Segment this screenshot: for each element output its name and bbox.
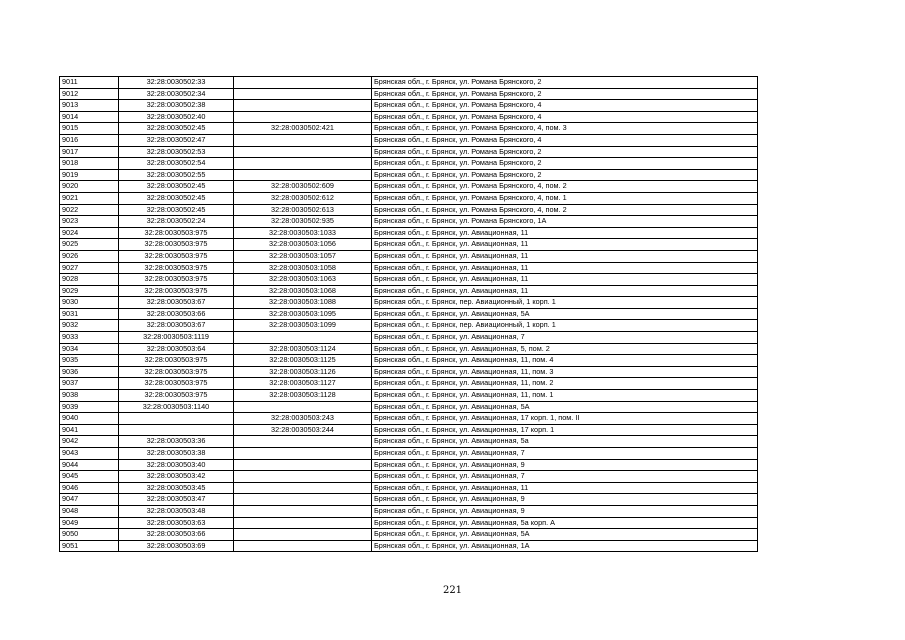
cadastral-number-cell: 32:28:0030502:24 bbox=[119, 216, 234, 228]
row-number-cell: 9035 bbox=[60, 355, 119, 367]
table-row bbox=[60, 390, 758, 402]
table-row bbox=[60, 262, 758, 274]
sub-cadastral-number-cell bbox=[234, 459, 372, 471]
address-cell: Брянская обл., г. Брянск, ул. Авиационная, 5А bbox=[372, 401, 758, 413]
table-row bbox=[60, 181, 758, 193]
sub-cadastral-number-cell: 32:28:0030503:1099 bbox=[234, 320, 372, 332]
row-number-cell: 9017 bbox=[60, 146, 119, 158]
sub-cadastral-number-cell: 32:28:0030503:1127 bbox=[234, 378, 372, 390]
cadastral-number-cell: 32:28:0030503:47 bbox=[119, 494, 234, 506]
sub-cadastral-number-cell bbox=[234, 134, 372, 146]
table-row bbox=[60, 413, 758, 425]
sub-cadastral-number-cell bbox=[234, 494, 372, 506]
cadastral-number-cell: 32:28:0030503:1140 bbox=[119, 401, 234, 413]
sub-cadastral-number-cell: 32:28:0030503:1056 bbox=[234, 239, 372, 251]
row-number-cell: 9044 bbox=[60, 459, 119, 471]
address-cell: Брянская обл., г. Брянск, ул. Романа Брянского, 1А bbox=[372, 216, 758, 228]
cadastral-number-cell: 32:28:0030502:38 bbox=[119, 100, 234, 112]
address-cell: Брянская обл., г. Брянск, ул. Авиационная, 11, пом. 2 bbox=[372, 378, 758, 390]
table-row bbox=[60, 274, 758, 286]
cadastral-number-cell: 32:28:0030502:45 bbox=[119, 123, 234, 135]
sub-cadastral-number-cell bbox=[234, 146, 372, 158]
row-number-cell: 9030 bbox=[60, 297, 119, 309]
address-cell: Брянская обл., г. Брянск, ул. Романа Брянского, 2 bbox=[372, 158, 758, 170]
address-cell: Брянская обл., г. Брянск, ул. Авиационная, 5А bbox=[372, 308, 758, 320]
address-cell: Брянская обл., г. Брянск, ул. Авиационная, 11 bbox=[372, 239, 758, 251]
row-number-cell: 9023 bbox=[60, 216, 119, 228]
table-row bbox=[60, 517, 758, 529]
table-row bbox=[60, 355, 758, 367]
cadastral-number-cell: 32:28:0030503:975 bbox=[119, 355, 234, 367]
row-number-cell: 9047 bbox=[60, 494, 119, 506]
table-row bbox=[60, 436, 758, 448]
table-row bbox=[60, 88, 758, 100]
sub-cadastral-number-cell: 32:28:0030502:935 bbox=[234, 216, 372, 228]
sub-cadastral-number-cell: 32:28:0030503:1068 bbox=[234, 285, 372, 297]
row-number-cell: 9013 bbox=[60, 100, 119, 112]
table-row bbox=[60, 123, 758, 135]
table-row bbox=[60, 343, 758, 355]
cadastral-number-cell: 32:28:0030503:45 bbox=[119, 482, 234, 494]
sub-cadastral-number-cell: 32:28:0030503:1128 bbox=[234, 390, 372, 402]
address-cell: Брянская обл., г. Брянск, ул. Романа Брянского, 2 bbox=[372, 169, 758, 181]
sub-cadastral-number-cell: 32:28:0030503:1033 bbox=[234, 227, 372, 239]
table-row bbox=[60, 227, 758, 239]
cadastral-number-cell: 32:28:0030502:53 bbox=[119, 146, 234, 158]
row-number-cell: 9018 bbox=[60, 158, 119, 170]
row-number-cell: 9046 bbox=[60, 482, 119, 494]
cadastral-number-cell: 32:28:0030502:45 bbox=[119, 192, 234, 204]
table-row bbox=[60, 332, 758, 344]
cadastral-number-cell: 32:28:0030503:975 bbox=[119, 378, 234, 390]
sub-cadastral-number-cell: 32:28:0030503:244 bbox=[234, 424, 372, 436]
sub-cadastral-number-cell bbox=[234, 100, 372, 112]
cadastral-number-cell: 32:28:0030503:975 bbox=[119, 285, 234, 297]
row-number-cell: 9012 bbox=[60, 88, 119, 100]
table-row bbox=[60, 146, 758, 158]
sub-cadastral-number-cell: 32:28:0030503:1095 bbox=[234, 308, 372, 320]
sub-cadastral-number-cell: 32:28:0030503:1126 bbox=[234, 366, 372, 378]
row-number-cell: 9014 bbox=[60, 111, 119, 123]
sub-cadastral-number-cell: 32:28:0030502:421 bbox=[234, 123, 372, 135]
cadastral-number-cell: 32:28:0030503:48 bbox=[119, 505, 234, 517]
sub-cadastral-number-cell bbox=[234, 77, 372, 89]
address-cell: Брянская обл., г. Брянск, ул. Авиационная, 7 bbox=[372, 448, 758, 460]
sub-cadastral-number-cell bbox=[234, 540, 372, 552]
table-row bbox=[60, 100, 758, 112]
row-number-cell: 9022 bbox=[60, 204, 119, 216]
sub-cadastral-number-cell: 32:28:0030503:1058 bbox=[234, 262, 372, 274]
row-number-cell: 9043 bbox=[60, 448, 119, 460]
sub-cadastral-number-cell bbox=[234, 505, 372, 517]
address-cell: Брянская обл., г. Брянск, ул. Авиационная, 11, пом. 1 bbox=[372, 390, 758, 402]
table-row bbox=[60, 529, 758, 541]
cadastral-number-cell: 32:28:0030503:1119 bbox=[119, 332, 234, 344]
address-cell: Брянская обл., г. Брянск, ул. Авиационная, 11 bbox=[372, 285, 758, 297]
cadastral-number-cell bbox=[119, 413, 234, 425]
cadastral-number-cell: 32:28:0030503:66 bbox=[119, 529, 234, 541]
sub-cadastral-number-cell bbox=[234, 517, 372, 529]
sub-cadastral-number-cell bbox=[234, 401, 372, 413]
row-number-cell: 9040 bbox=[60, 413, 119, 425]
page-number: 221 bbox=[442, 585, 463, 596]
address-cell: Брянская обл., г. Брянск, ул. Авиационная, 5А bbox=[372, 529, 758, 541]
row-number-cell: 9028 bbox=[60, 274, 119, 286]
cadastral-number-cell: 32:28:0030502:33 bbox=[119, 77, 234, 89]
cadastral-number-cell: 32:28:0030503:975 bbox=[119, 366, 234, 378]
row-number-cell: 9015 bbox=[60, 123, 119, 135]
cadastral-number-cell: 32:28:0030503:42 bbox=[119, 471, 234, 483]
sub-cadastral-number-cell bbox=[234, 471, 372, 483]
cadastral-number-cell: 32:28:0030503:36 bbox=[119, 436, 234, 448]
address-cell: Брянская обл., г. Брянск, ул. Романа Брянского, 4 bbox=[372, 100, 758, 112]
cadastral-number-cell: 32:28:0030503:40 bbox=[119, 459, 234, 471]
address-cell: Брянская обл., г. Брянск, ул. Авиационная, 11 bbox=[372, 482, 758, 494]
sub-cadastral-number-cell bbox=[234, 158, 372, 170]
sub-cadastral-number-cell: 32:28:0030502:612 bbox=[234, 192, 372, 204]
row-number-cell: 9038 bbox=[60, 390, 119, 402]
cadastral-number-cell: 32:28:0030502:45 bbox=[119, 204, 234, 216]
table-row bbox=[60, 308, 758, 320]
row-number-cell: 9051 bbox=[60, 540, 119, 552]
address-cell: Брянская обл., г. Брянск, ул. Авиационная, 5, пом. 2 bbox=[372, 343, 758, 355]
sub-cadastral-number-cell bbox=[234, 482, 372, 494]
sub-cadastral-number-cell bbox=[234, 169, 372, 181]
table-row bbox=[60, 320, 758, 332]
row-number-cell: 9031 bbox=[60, 308, 119, 320]
address-cell: Брянская обл., г. Брянск, ул. Авиационная, 5а корп. А bbox=[372, 517, 758, 529]
table-row bbox=[60, 459, 758, 471]
table-row bbox=[60, 216, 758, 228]
address-cell: Брянская обл., г. Брянск, ул. Авиационная, 9 bbox=[372, 459, 758, 471]
cadastral-number-cell: 32:28:0030503:975 bbox=[119, 390, 234, 402]
table-row bbox=[60, 285, 758, 297]
row-number-cell: 9020 bbox=[60, 181, 119, 193]
address-cell: Брянская обл., г. Брянск, ул. Романа Брянского, 4 bbox=[372, 134, 758, 146]
cadastral-number-cell: 32:28:0030503:63 bbox=[119, 517, 234, 529]
address-cell: Брянская обл., г. Брянск, ул. Романа Брянского, 2 bbox=[372, 77, 758, 89]
table-row bbox=[60, 378, 758, 390]
cadastral-number-cell: 32:28:0030502:55 bbox=[119, 169, 234, 181]
table-row bbox=[60, 158, 758, 170]
cadastral-number-cell: 32:28:0030502:45 bbox=[119, 181, 234, 193]
table-row bbox=[60, 77, 758, 89]
address-cell: Брянская обл., г. Брянск, ул. Романа Брянского, 2 bbox=[372, 88, 758, 100]
sub-cadastral-number-cell: 32:28:0030503:1063 bbox=[234, 274, 372, 286]
row-number-cell: 9048 bbox=[60, 505, 119, 517]
address-cell: Брянская обл., г. Брянск, ул. Авиационная, 9 bbox=[372, 505, 758, 517]
address-cell: Брянская обл., г. Брянск, ул. Романа Брянского, 4, пом. 2 bbox=[372, 204, 758, 216]
address-cell: Брянская обл., г. Брянск, ул. Авиационная, 11 bbox=[372, 274, 758, 286]
sub-cadastral-number-cell: 32:28:0030503:1124 bbox=[234, 343, 372, 355]
sub-cadastral-number-cell bbox=[234, 436, 372, 448]
cadastral-number-cell: 32:28:0030503:975 bbox=[119, 227, 234, 239]
address-cell: Брянская обл., г. Брянск, ул. Авиационная, 7 bbox=[372, 471, 758, 483]
address-cell: Брянская обл., г. Брянск, ул. Романа Брянского, 4, пом. 3 bbox=[372, 123, 758, 135]
cadastral-number-cell: 32:28:0030503:64 bbox=[119, 343, 234, 355]
sub-cadastral-number-cell bbox=[234, 332, 372, 344]
row-number-cell: 9011 bbox=[60, 77, 119, 89]
address-cell: Брянская обл., г. Брянск, ул. Романа Брянского, 2 bbox=[372, 146, 758, 158]
row-number-cell: 9045 bbox=[60, 471, 119, 483]
cadastral-number-cell: 32:28:0030503:67 bbox=[119, 320, 234, 332]
table-row bbox=[60, 401, 758, 413]
cadastral-number-cell: 32:28:0030503:975 bbox=[119, 239, 234, 251]
registry-table bbox=[59, 76, 758, 552]
address-cell: Брянская обл., г. Брянск, пер. Авиационный, 1 корп. 1 bbox=[372, 297, 758, 309]
row-number-cell: 9041 bbox=[60, 424, 119, 436]
sub-cadastral-number-cell: 32:28:0030502:613 bbox=[234, 204, 372, 216]
address-cell: Брянская обл., г. Брянск, ул. Авиационная, 5а bbox=[372, 436, 758, 448]
cadastral-number-cell: 32:28:0030503:66 bbox=[119, 308, 234, 320]
cadastral-number-cell: 32:28:0030502:34 bbox=[119, 88, 234, 100]
table-row bbox=[60, 239, 758, 251]
table-row bbox=[60, 505, 758, 517]
address-cell: Брянская обл., г. Брянск, ул. Авиационная, 17 корп. 1, пом. II bbox=[372, 413, 758, 425]
sub-cadastral-number-cell: 32:28:0030503:1057 bbox=[234, 250, 372, 262]
address-cell: Брянская обл., г. Брянск, ул. Авиационная, 11, пом. 3 bbox=[372, 366, 758, 378]
address-cell: Брянская обл., г. Брянск, ул. Авиационная, 11 bbox=[372, 262, 758, 274]
row-number-cell: 9036 bbox=[60, 366, 119, 378]
row-number-cell: 9034 bbox=[60, 343, 119, 355]
row-number-cell: 9050 bbox=[60, 529, 119, 541]
address-cell: Брянская обл., г. Брянск, ул. Авиационная, 17 корп. 1 bbox=[372, 424, 758, 436]
cadastral-number-cell: 32:28:0030503:38 bbox=[119, 448, 234, 460]
row-number-cell: 9026 bbox=[60, 250, 119, 262]
row-number-cell: 9032 bbox=[60, 320, 119, 332]
table-row bbox=[60, 448, 758, 460]
row-number-cell: 9039 bbox=[60, 401, 119, 413]
cadastral-number-cell: 32:28:0030503:67 bbox=[119, 297, 234, 309]
row-number-cell: 9042 bbox=[60, 436, 119, 448]
row-number-cell: 9027 bbox=[60, 262, 119, 274]
row-number-cell: 9029 bbox=[60, 285, 119, 297]
row-number-cell: 9019 bbox=[60, 169, 119, 181]
cadastral-number-cell: 32:28:0030503:69 bbox=[119, 540, 234, 552]
address-cell: Брянская обл., г. Брянск, ул. Авиационная, 1А bbox=[372, 540, 758, 552]
sub-cadastral-number-cell: 32:28:0030502:609 bbox=[234, 181, 372, 193]
address-cell: Брянская обл., г. Брянск, пер. Авиационный, 1 корп. 1 bbox=[372, 320, 758, 332]
table-row bbox=[60, 482, 758, 494]
row-number-cell: 9021 bbox=[60, 192, 119, 204]
address-cell: Брянская обл., г. Брянск, ул. Авиационная, 11, пом. 4 bbox=[372, 355, 758, 367]
address-cell: Брянская обл., г. Брянск, ул. Авиационная, 11 bbox=[372, 250, 758, 262]
address-cell: Брянская обл., г. Брянск, ул. Романа Брянского, 4, пом. 1 bbox=[372, 192, 758, 204]
table-row bbox=[60, 250, 758, 262]
row-number-cell: 9033 bbox=[60, 332, 119, 344]
address-cell: Брянская обл., г. Брянск, ул. Авиационная, 11 bbox=[372, 227, 758, 239]
sub-cadastral-number-cell bbox=[234, 111, 372, 123]
table-row bbox=[60, 111, 758, 123]
address-cell: Брянская обл., г. Брянск, ул. Авиационная, 7 bbox=[372, 332, 758, 344]
table-row bbox=[60, 494, 758, 506]
address-cell: Брянская обл., г. Брянск, ул. Романа Брянского, 4, пом. 2 bbox=[372, 181, 758, 193]
table-row bbox=[60, 540, 758, 552]
address-cell: Брянская обл., г. Брянск, ул. Романа Брянского, 4 bbox=[372, 111, 758, 123]
table-row bbox=[60, 204, 758, 216]
table-row bbox=[60, 424, 758, 436]
table-row bbox=[60, 192, 758, 204]
table-row bbox=[60, 134, 758, 146]
row-number-cell: 9016 bbox=[60, 134, 119, 146]
table-row bbox=[60, 297, 758, 309]
sub-cadastral-number-cell bbox=[234, 448, 372, 460]
row-number-cell: 9037 bbox=[60, 378, 119, 390]
row-number-cell: 9024 bbox=[60, 227, 119, 239]
cadastral-number-cell: 32:28:0030503:975 bbox=[119, 262, 234, 274]
cadastral-number-cell: 32:28:0030503:975 bbox=[119, 250, 234, 262]
table-row bbox=[60, 169, 758, 181]
sub-cadastral-number-cell bbox=[234, 88, 372, 100]
table-row bbox=[60, 366, 758, 378]
sub-cadastral-number-cell: 32:28:0030503:243 bbox=[234, 413, 372, 425]
registry-table-body bbox=[60, 77, 758, 552]
cadastral-number-cell bbox=[119, 424, 234, 436]
cadastral-number-cell: 32:28:0030502:40 bbox=[119, 111, 234, 123]
cadastral-number-cell: 32:28:0030502:54 bbox=[119, 158, 234, 170]
sub-cadastral-number-cell bbox=[234, 529, 372, 541]
cadastral-number-cell: 32:28:0030502:47 bbox=[119, 134, 234, 146]
sub-cadastral-number-cell: 32:28:0030503:1125 bbox=[234, 355, 372, 367]
sub-cadastral-number-cell: 32:28:0030503:1088 bbox=[234, 297, 372, 309]
address-cell: Брянская обл., г. Брянск, ул. Авиационная, 9 bbox=[372, 494, 758, 506]
cadastral-number-cell: 32:28:0030503:975 bbox=[119, 274, 234, 286]
table-row bbox=[60, 471, 758, 483]
row-number-cell: 9025 bbox=[60, 239, 119, 251]
row-number-cell: 9049 bbox=[60, 517, 119, 529]
